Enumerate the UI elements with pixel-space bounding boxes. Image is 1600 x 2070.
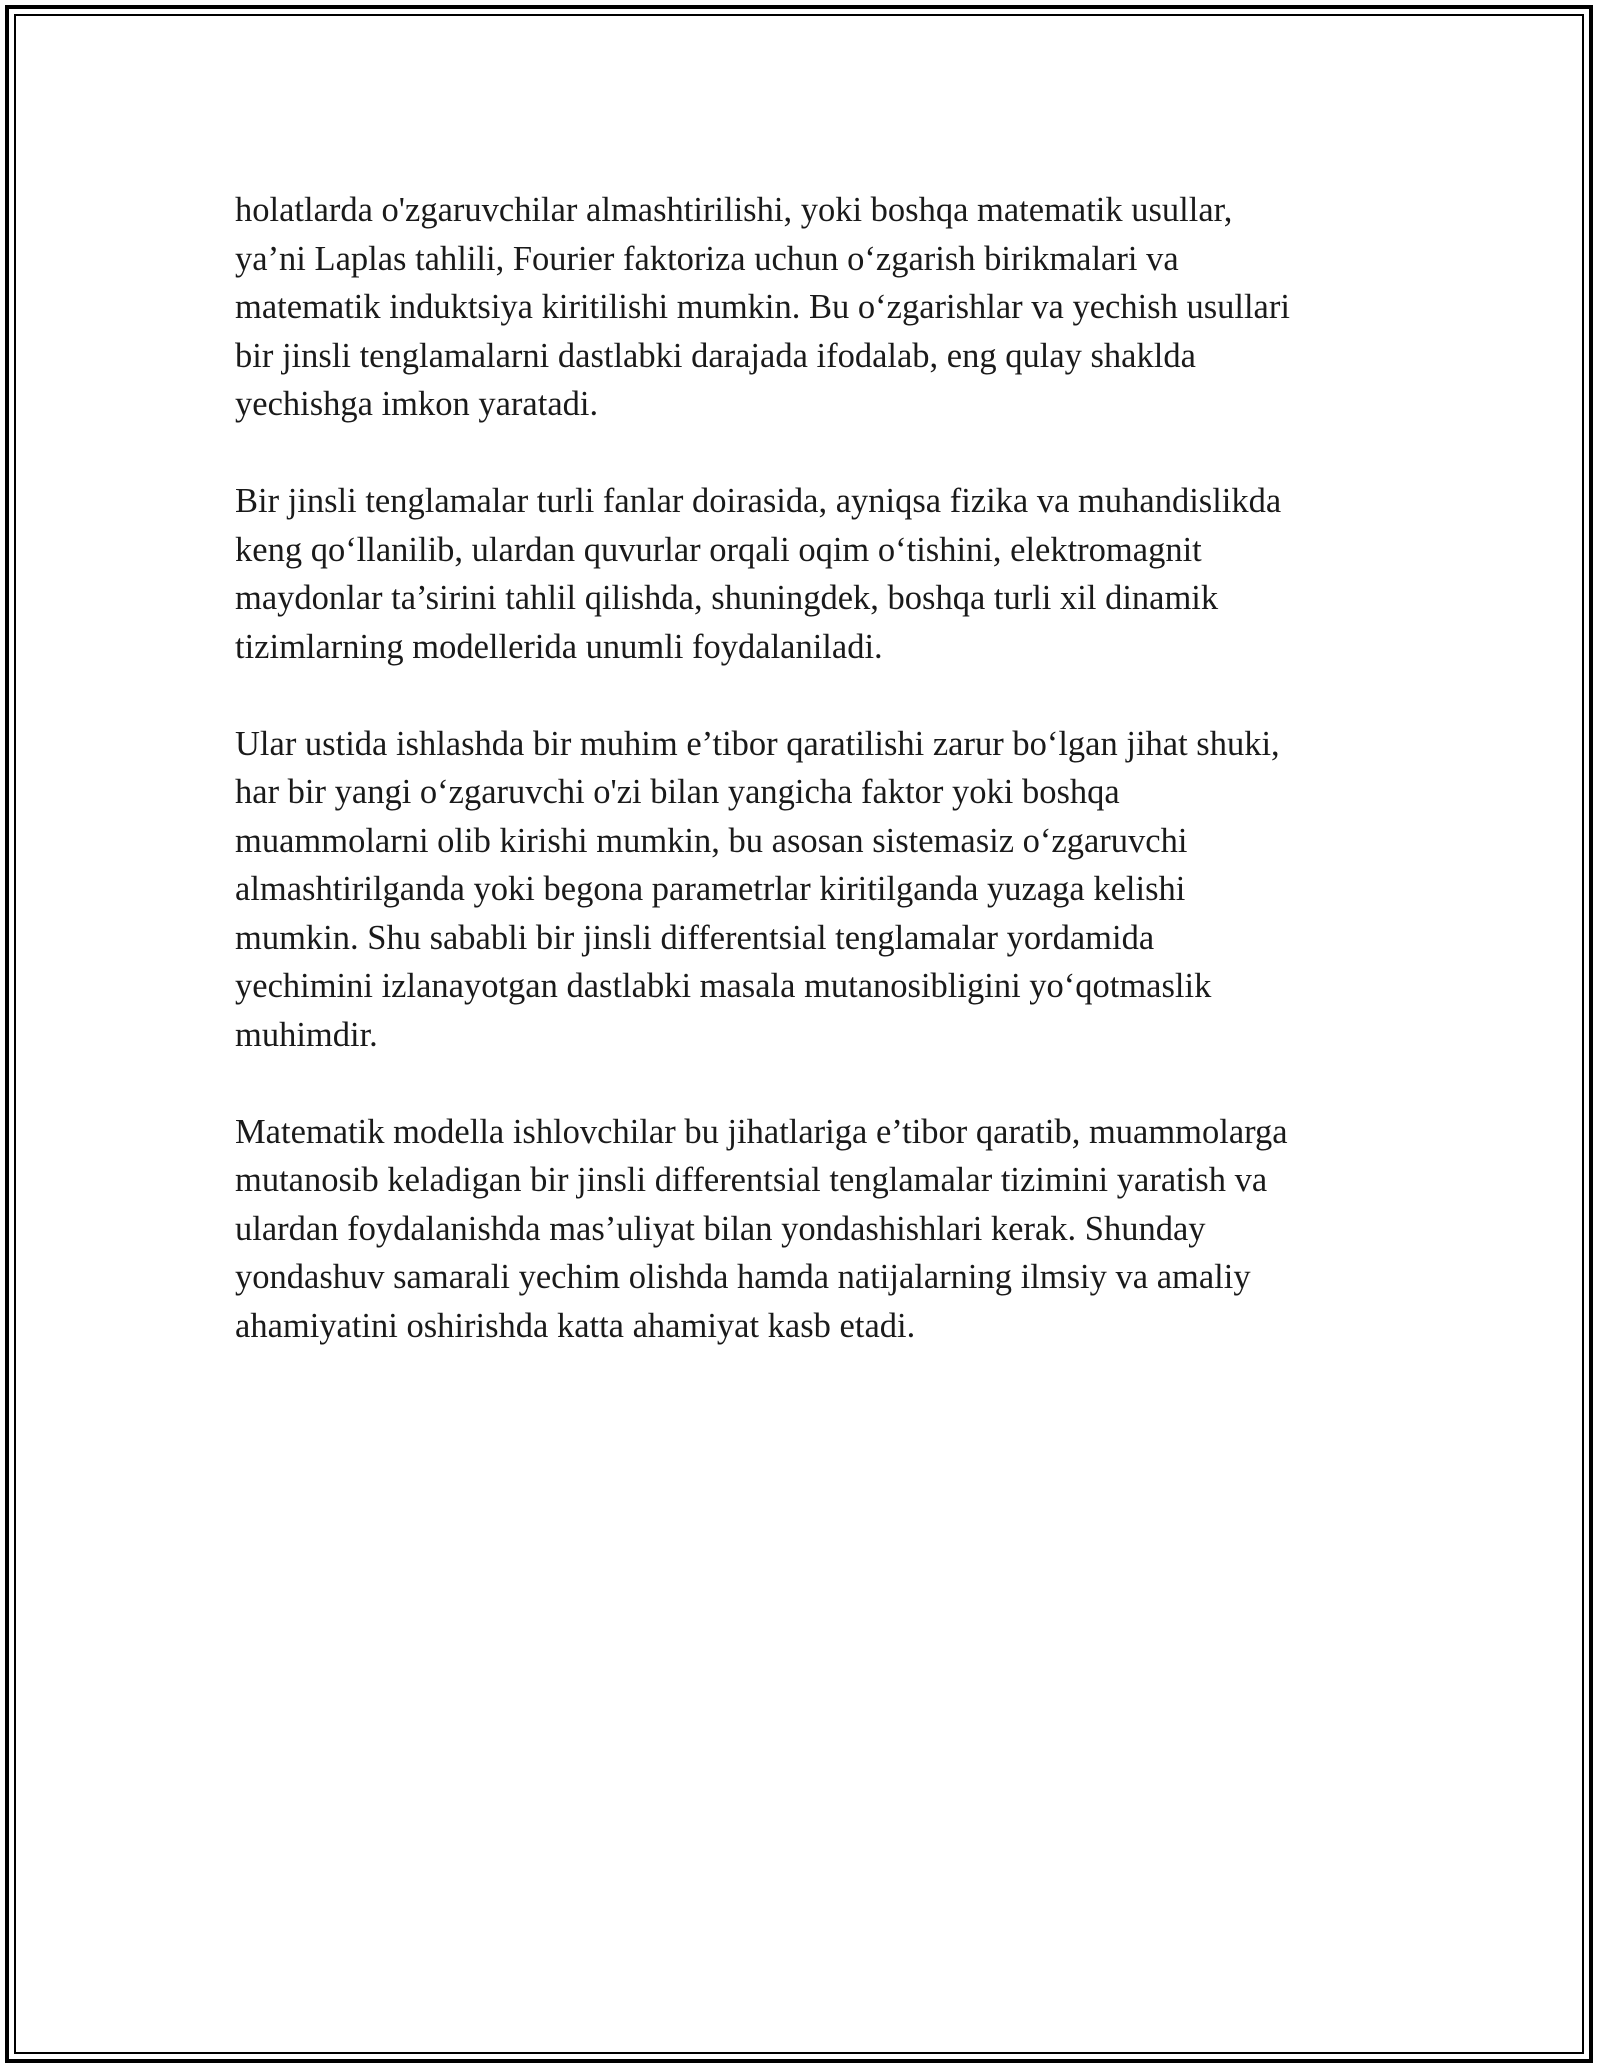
text-line: yechishga imkon yaratadi. <box>235 385 599 423</box>
text-line: muhimdir. <box>235 1015 378 1054</box>
document-body <box>235 186 1365 1399</box>
text-line: mumkin. Shu sababli bir jinsli differentsial tenglamalar yordamida <box>235 918 1155 957</box>
text-line: holatlarda o'zgaruvchilar almashtirilishi, yoki boshqa matematik usullar, <box>235 191 1233 229</box>
paragraph-3 <box>235 720 1365 1060</box>
text-line: ulardan foydalanishda mas’uliyat bilan yondashishlari kerak. Shunday <box>235 1209 1206 1248</box>
text-line: Bir jinsli tenglamalar turli fanlar doirasida, ayniqsa fizika va muhandislikda <box>235 482 1282 520</box>
text-line: muammolarni olib kirishi mumkin, bu asosan sistemasiz o‘zgaruvchi <box>235 821 1188 860</box>
text-line: almashtirilganda yoki begona parametrlar kiritilganda yuzaga kelishi <box>235 870 1186 908</box>
text-line: yondashuv samarali yechim olishda hamda natijalarning ilmsiy va amaliy <box>235 1258 1251 1296</box>
text-line: matematik induktsiya kiritilishi mumkin. Bu o‘zgarishlar va yechish usullari <box>235 288 1290 326</box>
text-line: ahamiyatini oshirishda katta ahamiyat kasb etadi. <box>235 1306 916 1345</box>
text-line: har bir yangi o‘zgaruvchi o'zi bilan yangicha faktor yoki boshqa <box>235 773 1120 811</box>
text-line: tizimlarning modellerida unumli foydalaniladi. <box>235 627 883 666</box>
text-line: Matematik modella ishlovchilar bu jihatlariga e’tibor qaratib, muammolarga <box>235 1112 1288 1151</box>
text-line: Ular ustida ishlashda bir muhim e’tibor qaratilishi zarur bo‘lgan jihat shuki, <box>235 724 1280 763</box>
text-line: bir jinsli tenglamalarni dastlabki darajada ifodalab, eng qulay shaklda <box>235 336 1196 375</box>
paragraph-1 <box>235 186 1365 429</box>
paragraph-2 <box>235 477 1365 671</box>
text-line: ya’ni Laplas tahlili, Fourier faktoriza uchun o‘zgarish birikmalari va <box>235 239 1179 278</box>
text-line: maydonlar ta’sirini tahlil qilishda, shuningdek, boshqa turli xil dinamik <box>235 579 1219 617</box>
text-line: mutanosib keladigan bir jinsli differentsial tenglamalar tizimini yaratish va <box>235 1161 1268 1199</box>
text-line: yechimini izlanayotgan dastlabki masala mutanosibligini yo‘qotmaslik <box>235 967 1212 1005</box>
paragraph-4 <box>235 1108 1365 1351</box>
text-line: keng qo‘llanilib, ulardan quvurlar orqali oqim o‘tishini, elektromagnit <box>235 530 1202 569</box>
